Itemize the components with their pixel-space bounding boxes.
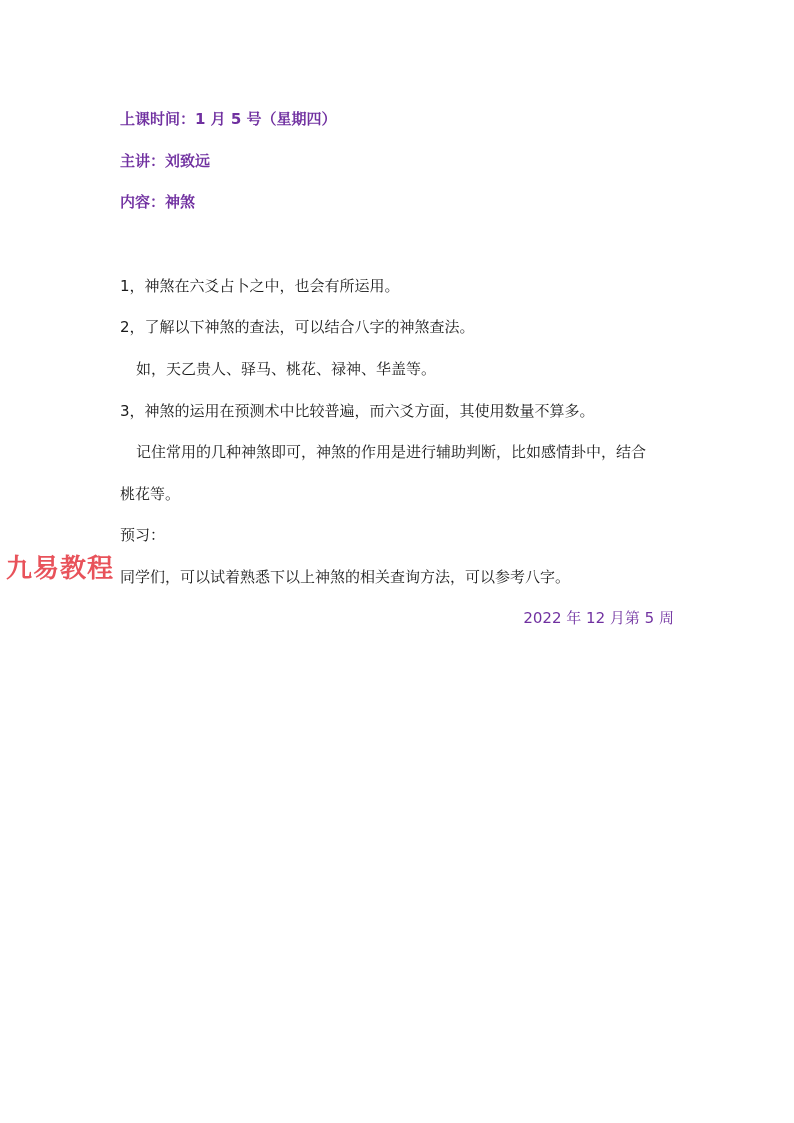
body-line-4: 3，神煞的运用在预测术中比较普遍，而六爻方面，其使用数量不算多。	[120, 402, 595, 420]
body-line-6: 桃花等。	[120, 485, 181, 503]
watermark-logo: 九易教程	[6, 554, 115, 584]
class-time: 上课时间：1 月 5 号（星期四）	[120, 110, 337, 128]
preview-text: 同学们，可以试着熟悉下以上神煞的相关查询方法，可以参考八字。	[120, 568, 571, 586]
preview-label: 预习：	[120, 526, 166, 544]
lesson-topic: 内容：神煞	[120, 193, 196, 211]
lecturer: 主讲：刘致远	[120, 152, 211, 170]
body-line-2: 2，了解以下神煞的查法，可以结合八字的神煞查法。	[120, 318, 475, 336]
body-line-3: 如，天乙贵人、驿马、桃花、禄神、华盖等。	[136, 360, 437, 378]
body-line-1: 1，神煞在六爻占卜之中，也会有所运用。	[120, 277, 400, 295]
footer-date: 2022 年 12 月第 5 周	[523, 609, 674, 627]
body-line-5: 记住常用的几种神煞即可，神煞的作用是进行辅助判断，比如感情卦中，结合	[136, 443, 647, 461]
